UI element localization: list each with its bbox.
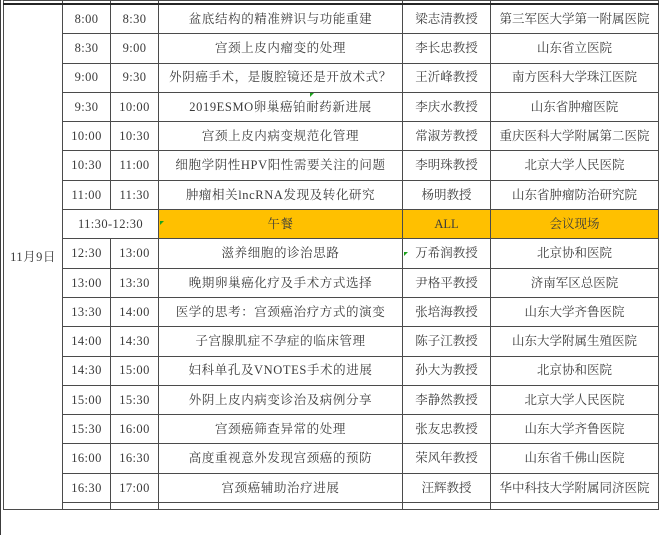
cell-start-time: 10:30: [63, 151, 111, 180]
cell-speaker: 李长忠教授: [403, 34, 491, 63]
cell-date: 11月9日: [4, 4, 63, 510]
cell-venue: 山东大学附属生殖医院: [491, 327, 659, 356]
cell-venue: 北京大学人民医院: [491, 385, 659, 414]
cell-end-time: 15:30: [111, 385, 159, 414]
cell-speaker: 尹格平教授: [403, 268, 491, 297]
cell-venue: 第三军医大学第一附属医院: [491, 4, 659, 34]
cell-topic: 晚期卵巢癌化疗及手术方式选择: [159, 268, 403, 297]
cell-end-time: 13:30: [111, 268, 159, 297]
cell-empty: [491, 503, 659, 510]
cell-topic: 肿瘤相关lncRNA发现及转化研究: [159, 180, 403, 209]
cell-start-time: 9:00: [63, 63, 111, 92]
cell-end-time: 17:00: [111, 473, 159, 502]
cell-start-time: 13:30: [63, 297, 111, 326]
table-row: [4, 415, 659, 444]
cell-end-time: 13:00: [111, 239, 159, 268]
cell-end-time: 15:00: [111, 356, 159, 385]
cell-speaker: 李庆水教授: [403, 92, 491, 121]
table-row: [4, 444, 659, 473]
cell-lunch-speaker: ALL: [403, 210, 491, 239]
cell-speaker: 张友忠教授: [403, 415, 491, 444]
cell-speaker: 梁志清教授: [403, 4, 491, 34]
cell-venue: 山东省肿瘤医院: [491, 92, 659, 121]
cell-start-time: 13:00: [63, 268, 111, 297]
cell-venue: 北京协和医院: [491, 356, 659, 385]
cell-speaker: 陈子江教授: [403, 327, 491, 356]
cell-topic: 细胞学阴性HPV阳性需要关注的问题: [159, 151, 403, 180]
cell-start-time: 16:30: [63, 473, 111, 502]
cell-speaker: 荣风年教授: [403, 444, 491, 473]
cell-venue: 南方医科大学珠江医院: [491, 63, 659, 92]
cell-start-time: 8:00: [63, 4, 111, 34]
cell-start-time: 14:30: [63, 356, 111, 385]
table-row: [4, 327, 659, 356]
lunch-row: [4, 210, 659, 239]
cell-end-time: 10:00: [111, 92, 159, 121]
cell-start-time: 8:30: [63, 34, 111, 63]
cell-topic: 医学的思考：宫颈癌治疗方式的演变: [159, 297, 403, 326]
cell-topic: 宫颈上皮内病变规范化管理: [159, 122, 403, 151]
cell-start-time: 11:00: [63, 180, 111, 209]
cell-end-time: 11:30: [111, 180, 159, 209]
cell-speaker: 杨明教授: [403, 180, 491, 209]
cell-venue: 山东省肿瘤防治研究院: [491, 180, 659, 209]
table-row: [4, 92, 659, 121]
cell-speaker: 李静然教授: [403, 385, 491, 414]
cell-topic: 子宫腺肌症不孕症的临床管理: [159, 327, 403, 356]
cell-start-time: 10:00: [63, 122, 111, 151]
cell-speaker: 常淑芳教授: [403, 122, 491, 151]
cell-end-time: 16:30: [111, 444, 159, 473]
table-row: [4, 180, 659, 209]
cell-end-time: 14:30: [111, 327, 159, 356]
table-row: [4, 122, 659, 151]
table-row-partial-bottom: [4, 503, 659, 510]
cell-end-time: 9:30: [111, 63, 159, 92]
cell-lunch-venue: 会议现场: [491, 210, 659, 239]
cell-start-time: 14:00: [63, 327, 111, 356]
cell-venue: 重庆医科大学附属第二医院: [491, 122, 659, 151]
cell-empty: [159, 503, 403, 510]
cell-venue: 北京大学人民医院: [491, 151, 659, 180]
table-row: [4, 356, 659, 385]
cell-end-time: 16:00: [111, 415, 159, 444]
schedule-table: [3, 0, 659, 510]
cell-empty: [403, 503, 491, 510]
cell-speaker: 汪辉教授: [403, 473, 491, 502]
cell-topic: 妇科单孔及VNOTES手术的进展: [159, 356, 403, 385]
cell-end-time: 11:00: [111, 151, 159, 180]
cell-topic: 盆底结构的精准辨识与功能重建: [159, 4, 403, 34]
cell-topic: 2019ESMO卵巢癌铂耐药新进展: [159, 92, 403, 121]
cell-start-time: 15:00: [63, 385, 111, 414]
cell-lunch-time: 11:30-12:30: [63, 210, 159, 239]
cell-empty: [111, 503, 159, 510]
cell-start-time: 16:00: [63, 444, 111, 473]
cell-topic: 外阴上皮内病变诊治及病例分享: [159, 385, 403, 414]
cell-venue: 华中科技大学附属同济医院: [491, 473, 659, 502]
cell-end-time: 10:30: [111, 122, 159, 151]
cell-topic: 宫颈癌辅助治疗进展: [159, 473, 403, 502]
table-row: [4, 4, 659, 34]
table-row: [4, 473, 659, 502]
excel-green-corner-flag-icon: [160, 221, 164, 225]
cell-empty: [63, 503, 111, 510]
cell-start-time: 15:30: [63, 415, 111, 444]
cell-topic: 高度重视意外发现宫颈癌的预防: [159, 444, 403, 473]
cell-topic: 宫颈上皮内瘤变的处理: [159, 34, 403, 63]
excel-green-corner-flag-icon: [404, 252, 408, 256]
cell-venue: 山东大学齐鲁医院: [491, 297, 659, 326]
cell-venue: 山东省千佛山医院: [491, 444, 659, 473]
table-row: [4, 268, 659, 297]
cell-start-time: 12:30: [63, 239, 111, 268]
cell-venue: 山东省立医院: [491, 34, 659, 63]
cell-end-time: 9:00: [111, 34, 159, 63]
cell-speaker: 王沂峰教授: [403, 63, 491, 92]
cell-end-time: 8:30: [111, 4, 159, 34]
cell-topic: 宫颈癌筛查异常的处理: [159, 415, 403, 444]
cell-venue: 山东大学齐鲁医院: [491, 415, 659, 444]
cell-end-time: 14:00: [111, 297, 159, 326]
table-row: [4, 297, 659, 326]
table-row: [4, 239, 659, 268]
cell-topic: 滋养细胞的诊治思路: [159, 239, 403, 268]
cell-start-time: 9:30: [63, 92, 111, 121]
cell-topic: 外阴癌手术，是腹腔镜还是开放术式？: [159, 63, 403, 92]
cell-venue: 北京协和医院: [491, 239, 659, 268]
table-row: [4, 385, 659, 414]
table-row: [4, 63, 659, 92]
table-row: [4, 151, 659, 180]
cell-venue: 济南军区总医院: [491, 268, 659, 297]
cell-speaker: 张培海教授: [403, 297, 491, 326]
table-row: [4, 34, 659, 63]
cell-speaker: 万希润教授: [403, 239, 491, 268]
excel-green-corner-flag-icon: [310, 93, 314, 97]
cell-speaker: 李明珠教授: [403, 151, 491, 180]
cell-lunch-topic: 午餐: [159, 210, 403, 239]
cell-speaker: 孙大为教授: [403, 356, 491, 385]
